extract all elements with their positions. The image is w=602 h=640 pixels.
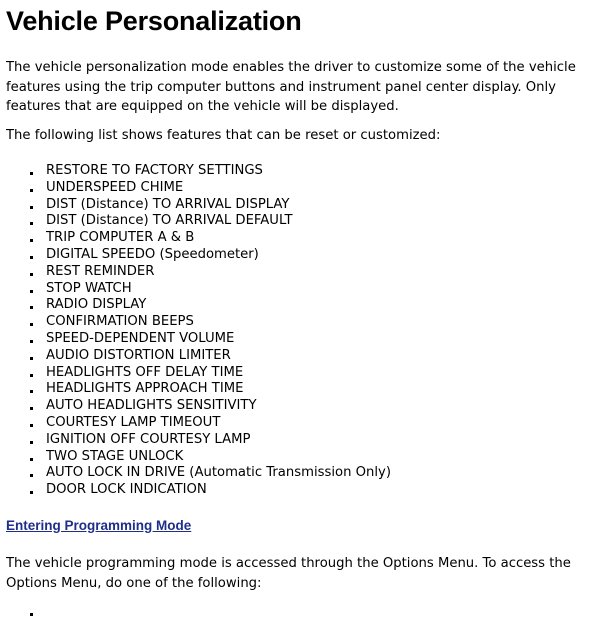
list-item: TWO STAGE UNLOCK xyxy=(30,449,391,466)
list-item: HEADLIGHTS APPROACH TIME xyxy=(30,381,391,398)
feature-list xyxy=(30,163,391,499)
list-item: SPEED-DEPENDENT VOLUME xyxy=(30,331,391,348)
list-item: DIST (Distance) TO ARRIVAL DISPLAY xyxy=(30,197,391,214)
list-item: AUTO LOCK IN DRIVE (Automatic Transmission Only) xyxy=(30,465,391,482)
list-item xyxy=(30,604,40,621)
list-item: RADIO DISPLAY xyxy=(30,297,391,314)
list-item: REST REMINDER xyxy=(30,264,391,281)
list-item: AUTO HEADLIGHTS SENSITIVITY xyxy=(30,398,391,415)
section-paragraph: The vehicle programming mode is accessed through the Options Menu. To access the Options Menu, do one of the following: xyxy=(6,556,571,591)
list-item: UNDERSPEED CHIME xyxy=(30,180,391,197)
list-item: TRIP COMPUTER A & B xyxy=(30,230,391,247)
list-item: DIST (Distance) TO ARRIVAL DEFAULT xyxy=(30,213,391,230)
entering-programming-mode-link[interactable]: Entering Programming Mode xyxy=(6,518,192,533)
options-list xyxy=(30,604,40,621)
list-item: DIGITAL SPEEDO (Speedometer) xyxy=(30,247,391,264)
list-intro: The following list shows features that can be reset or customized: xyxy=(6,128,441,143)
list-item: STOP WATCH xyxy=(30,281,391,298)
list-item: CONFIRMATION BEEPS xyxy=(30,314,391,331)
list-item: DOOR LOCK INDICATION xyxy=(30,482,391,499)
list-item: HEADLIGHTS OFF DELAY TIME xyxy=(30,365,391,382)
list-item: IGNITION OFF COURTESY LAMP xyxy=(30,432,391,449)
page-title: Vehicle Personalization xyxy=(6,6,302,36)
intro-paragraph: The vehicle personalization mode enables the driver to customize some of the vehicle features using the trip computer buttons and instrument panel center display. Only features that are equipped on the vehicle will be displayed. xyxy=(6,60,576,114)
list-item: RESTORE TO FACTORY SETTINGS xyxy=(30,163,391,180)
list-item: COURTESY LAMP TIMEOUT xyxy=(30,415,391,432)
list-item: AUDIO DISTORTION LIMITER xyxy=(30,348,391,365)
